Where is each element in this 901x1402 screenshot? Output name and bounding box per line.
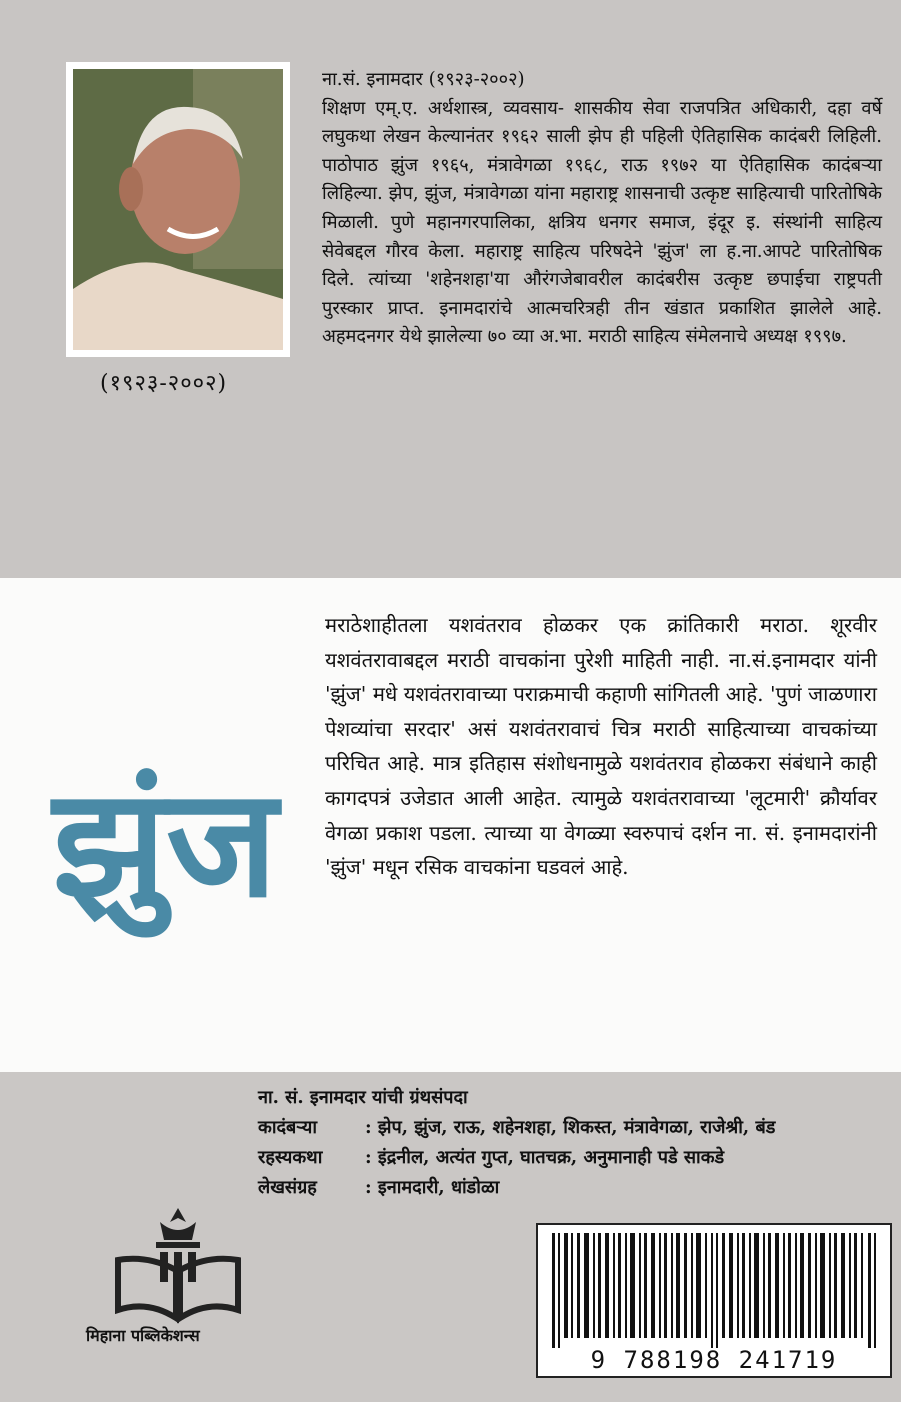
publisher-name: मिहाना पब्लिकेशन्स xyxy=(86,1326,200,1345)
works-list xyxy=(258,1083,775,1203)
title-logo-text: झुंज xyxy=(52,757,278,931)
blurb-text: मराठेशाहीतला यशवंतराव होळकर एक क्रांतिकारी मराठा. शूरवीर यशवंतरावाबद्दल मराठी वाचकांना पुरेशी माहिती नाही. ना.सं.इनामदार यांनी 'झुंज' मधे यशवंतरावाच्या पराक्रमाची कहाणी सांगितली आहे. 'पुणं जाळणारा पेशव्यांचा सरदार' असं यशवंतरावाचं चित्र मराठी साहित्याच्या वाचकांच्या परिचित आहे. मात्र इतिहास संशोधनामुळे यशवंतराव होळकरा संबंधाने काही कागदपत्रं उजेडात आली आहेत. त्यामुळे यशवंतरावाच्या 'लूटमारी' क्रौर्यावर वेगळा प्रकाश पडला. त्याच्या या वेगळ्या स्वरुपाचं दर्शन ना. सं. इनामदारांनी 'झुंज' मधून रसिक वाचकांना घडवलं आहे. xyxy=(325,613,877,880)
works-label: लेखसंग्रह xyxy=(258,1177,317,1198)
author-portrait-image xyxy=(73,69,283,350)
author-bio xyxy=(322,66,882,352)
photo-caption: (१९२३-२००२) xyxy=(100,371,228,396)
works-label: रहस्यकथा xyxy=(258,1147,323,1168)
works-row xyxy=(258,1143,775,1173)
blurb xyxy=(325,608,877,885)
works-heading: ना. सं. इनामदार यांची ग्रंथसंपदा xyxy=(258,1087,468,1108)
isbn-barcode xyxy=(536,1223,892,1378)
works-row xyxy=(258,1113,775,1143)
works-value: : इंद्रनील, अत्यंत गुप्त, घातचक्र, अनुमानाही पडे साकडे xyxy=(365,1147,725,1168)
works-value: : इनामदारी, धांडोळा xyxy=(365,1177,500,1198)
bio-heading: ना.सं. इनामदार (१९२३-२००२) xyxy=(322,69,525,90)
author-photo xyxy=(66,62,290,357)
bio-text: शिक्षण एम्.ए. अर्थशास्त्र, व्यवसाय- शासकीय सेवा राजपत्रित अधिकारी, दहा वर्षे लघुकथा लेखन केल्यानंतर १९६२ साली झेप ही पहिली ऐतिहासिक कादंबरी लिहिली. पाठोपाठ झुंज १९६५, मंत्रावेगळा १९६८, राऊ १९७२ या ऐतिहासिक कादंबऱ्या लिहिल्या. झेप, झुंज, मंत्रावेगळा यांना महाराष्ट्र शासनाची उत्कृष्ट साहित्याची पारितोषिके मिळाली. पुणे महानगरपालिका, क्षत्रिय धनगर समाज, इंदूर इ. संस्थांनी साहित्य सेवेबद्दल गौरव केला. महाराष्ट्र साहित्य परिषदेने 'झुंज' ला ह.ना.आपटे पारितोषिक दिले. त्यांच्या 'शहेनशहा'या औरंगजेबावरील कादंबरीस उत्कृष्ट छपाईचा राष्ट्रपती पुरस्कार प्राप्त. इनामदारांचे आत्मचरित्रही तीन खंडात प्रकाशित झालेले आहे. अहमदनगर येथे झालेल्या ७० व्या अ.भा. मराठी साहित्य संमेलनाचे अध्यक्ष १९९७. xyxy=(322,97,882,348)
works-label: कादंबऱ्या xyxy=(258,1117,317,1138)
works-value: : झेप, झुंज, राऊ, शहेनशहा, शिकस्त, मंत्रावेगळा, राजेश्री, बंड xyxy=(365,1117,776,1138)
works-row xyxy=(258,1173,775,1203)
isbn-number: 9 788198 241719 xyxy=(590,1346,838,1374)
barcode-bars xyxy=(550,1233,880,1348)
title-logo xyxy=(45,710,290,940)
